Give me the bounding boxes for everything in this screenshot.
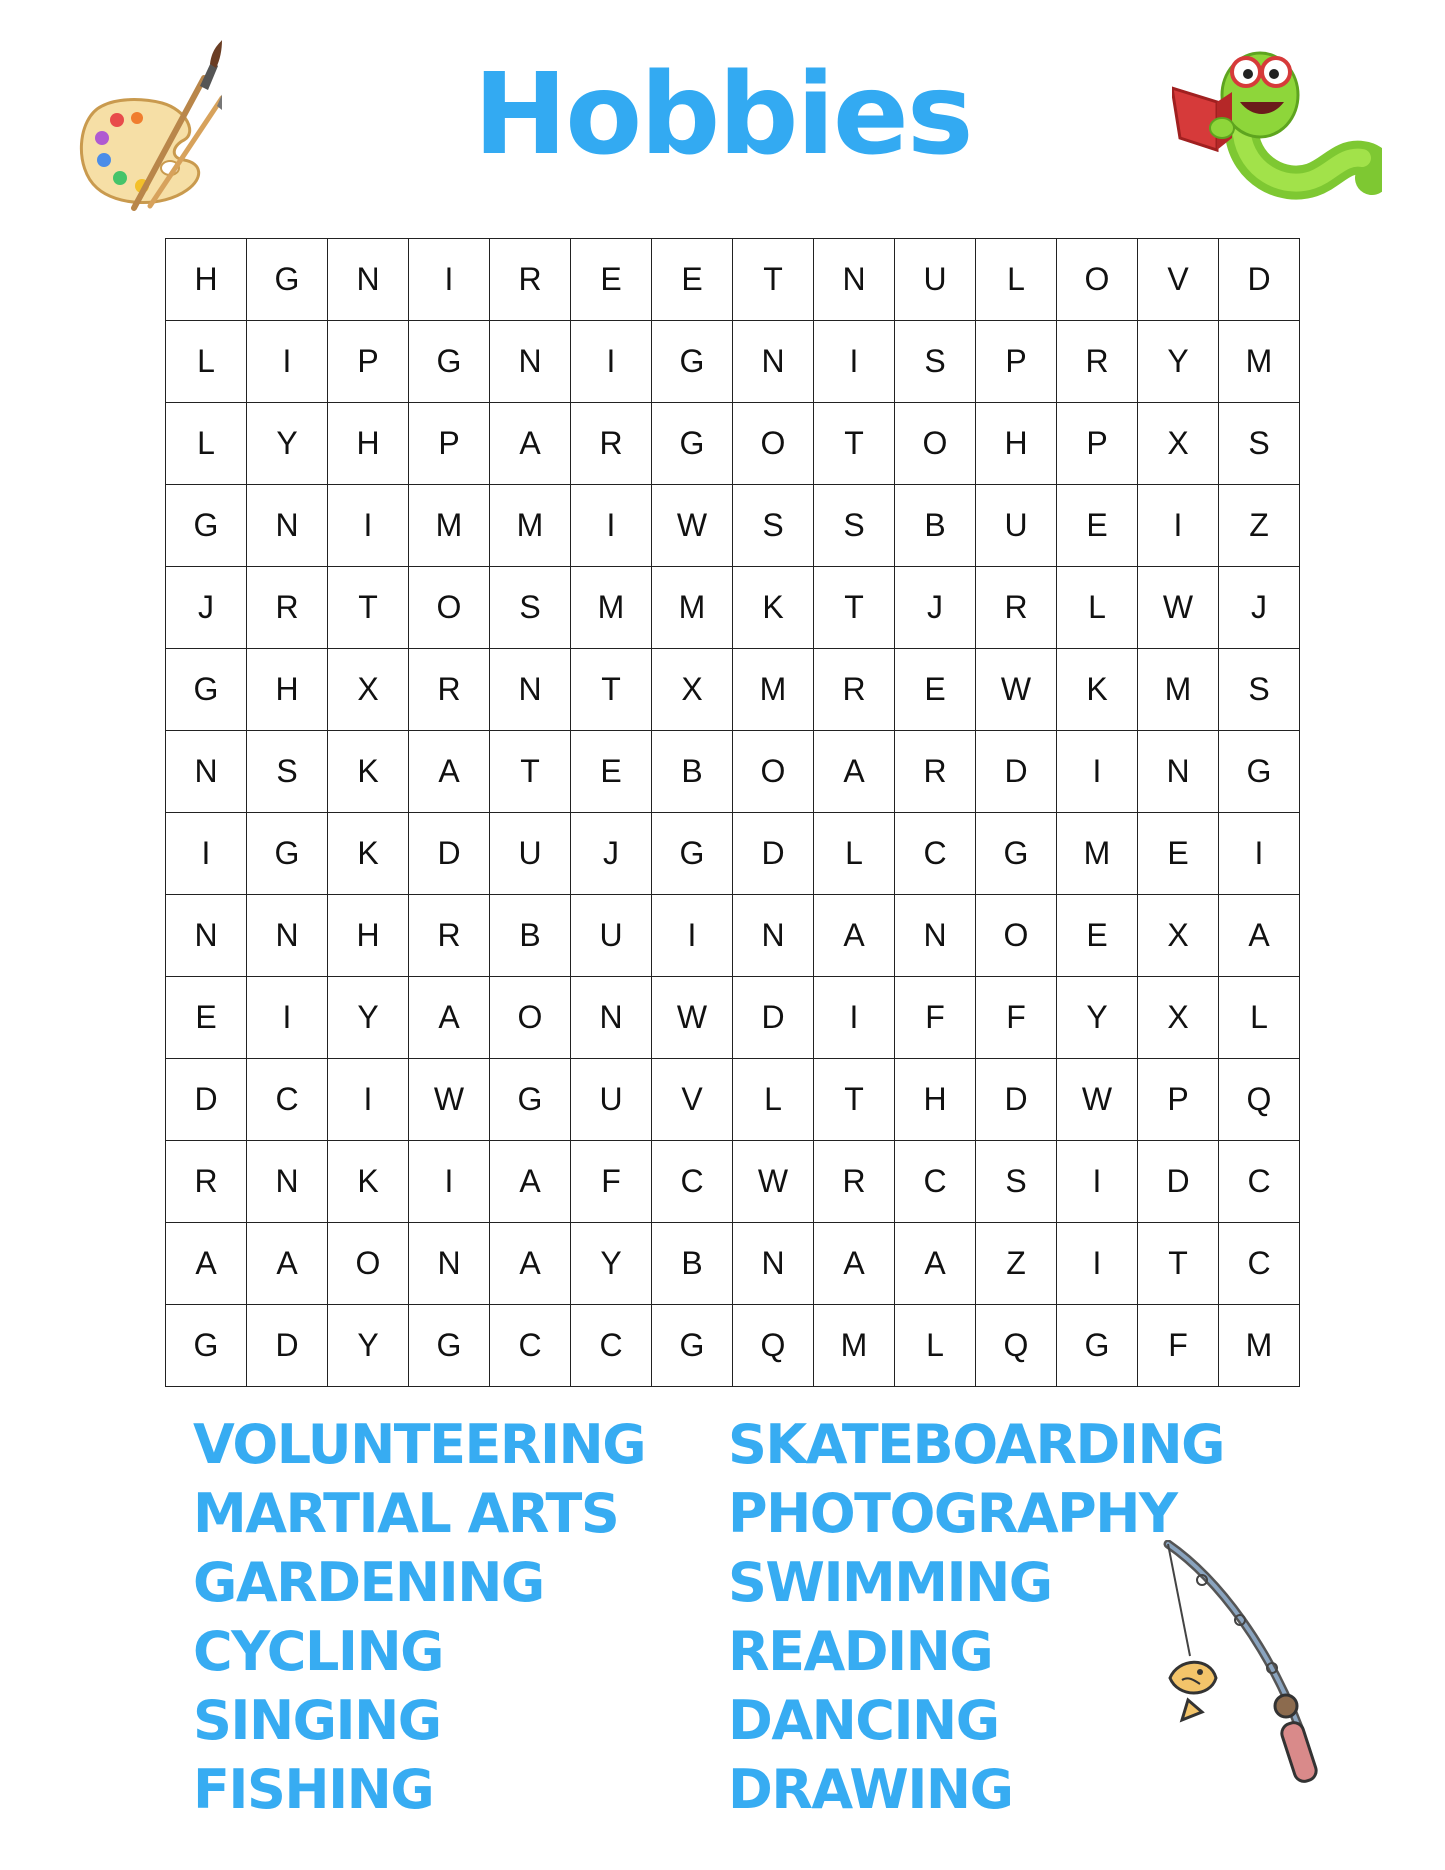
grid-cell: T xyxy=(814,403,895,485)
grid-cell: M xyxy=(814,1305,895,1387)
grid-cell: I xyxy=(1057,1223,1138,1305)
grid-cell: C xyxy=(1219,1141,1300,1223)
grid-cell: X xyxy=(1138,895,1219,977)
grid-cell: G xyxy=(490,1059,571,1141)
word-search-grid-container xyxy=(165,238,1300,1373)
grid-cell: P xyxy=(409,403,490,485)
grid-cell: R xyxy=(571,403,652,485)
grid-cell: M xyxy=(652,567,733,649)
grid-cell: R xyxy=(409,649,490,731)
grid-cell: W xyxy=(1057,1059,1138,1141)
grid-cell: R xyxy=(814,1141,895,1223)
grid-cell: E xyxy=(571,239,652,321)
grid-cell: M xyxy=(733,649,814,731)
word-list-item: SWIMMING xyxy=(728,1551,1052,1614)
grid-cell: K xyxy=(328,731,409,813)
grid-row xyxy=(166,977,1300,1059)
grid-cell: E xyxy=(166,977,247,1059)
grid-cell: Q xyxy=(1219,1059,1300,1141)
grid-cell: I xyxy=(814,977,895,1059)
grid-cell: N xyxy=(166,731,247,813)
grid-row xyxy=(166,1223,1300,1305)
grid-row xyxy=(166,1059,1300,1141)
grid-cell: L xyxy=(895,1305,976,1387)
grid-cell: I xyxy=(1138,485,1219,567)
grid-cell: I xyxy=(814,321,895,403)
grid-cell: I xyxy=(571,321,652,403)
grid-cell: E xyxy=(1138,813,1219,895)
grid-row xyxy=(166,321,1300,403)
grid-row xyxy=(166,239,1300,321)
grid-cell: O xyxy=(490,977,571,1059)
word-list-item: DANCING xyxy=(728,1689,999,1752)
grid-cell: D xyxy=(976,1059,1057,1141)
grid-cell: M xyxy=(409,485,490,567)
grid-cell: O xyxy=(1057,239,1138,321)
grid-cell: G xyxy=(652,813,733,895)
grid-cell: S xyxy=(247,731,328,813)
grid-cell: T xyxy=(814,567,895,649)
grid-row xyxy=(166,813,1300,895)
word-list-left xyxy=(193,1410,645,1824)
grid-cell: N xyxy=(895,895,976,977)
grid-cell: K xyxy=(328,1141,409,1223)
grid-cell: U xyxy=(976,485,1057,567)
grid-cell: A xyxy=(409,977,490,1059)
grid-cell: I xyxy=(247,321,328,403)
grid-cell: G xyxy=(166,1305,247,1387)
grid-cell: I xyxy=(328,1059,409,1141)
grid-cell: P xyxy=(1138,1059,1219,1141)
grid-cell: I xyxy=(247,977,328,1059)
grid-cell: N xyxy=(247,485,328,567)
grid-cell: C xyxy=(895,1141,976,1223)
grid-cell: W xyxy=(652,977,733,1059)
grid-cell: N xyxy=(247,1141,328,1223)
grid-cell: G xyxy=(247,813,328,895)
grid-cell: G xyxy=(409,1305,490,1387)
word-list-item: MARTIAL ARTS xyxy=(193,1482,619,1545)
grid-cell: G xyxy=(652,1305,733,1387)
grid-cell: F xyxy=(1138,1305,1219,1387)
grid-cell: H xyxy=(976,403,1057,485)
grid-cell: L xyxy=(976,239,1057,321)
grid-cell: M xyxy=(1219,321,1300,403)
grid-cell: W xyxy=(733,1141,814,1223)
grid-cell: I xyxy=(1219,813,1300,895)
grid-cell: T xyxy=(328,567,409,649)
grid-cell: R xyxy=(976,567,1057,649)
grid-cell: O xyxy=(895,403,976,485)
grid-cell: K xyxy=(328,813,409,895)
word-list-item: DRAWING xyxy=(728,1758,1013,1821)
grid-cell: C xyxy=(1219,1223,1300,1305)
grid-cell: R xyxy=(166,1141,247,1223)
grid-cell: C xyxy=(895,813,976,895)
grid-cell: A xyxy=(247,1223,328,1305)
grid-cell: A xyxy=(409,731,490,813)
grid-cell: G xyxy=(166,649,247,731)
grid-cell: A xyxy=(814,1223,895,1305)
grid-cell: I xyxy=(571,485,652,567)
grid-cell: R xyxy=(409,895,490,977)
grid-cell: G xyxy=(652,321,733,403)
grid-cell: R xyxy=(814,649,895,731)
grid-cell: A xyxy=(166,1223,247,1305)
grid-cell: S xyxy=(733,485,814,567)
grid-cell: P xyxy=(976,321,1057,403)
grid-cell: I xyxy=(652,895,733,977)
grid-cell: A xyxy=(490,1141,571,1223)
grid-cell: N xyxy=(328,239,409,321)
grid-cell: R xyxy=(490,239,571,321)
grid-cell: C xyxy=(247,1059,328,1141)
grid-cell: N xyxy=(571,977,652,1059)
word-search-grid xyxy=(165,238,1300,1387)
grid-row xyxy=(166,485,1300,567)
grid-cell: A xyxy=(814,731,895,813)
grid-cell: N xyxy=(490,321,571,403)
grid-cell: F xyxy=(571,1141,652,1223)
grid-cell: Y xyxy=(1057,977,1138,1059)
grid-cell: Q xyxy=(976,1305,1057,1387)
grid-cell: W xyxy=(1138,567,1219,649)
grid-cell: D xyxy=(733,977,814,1059)
grid-cell: S xyxy=(976,1141,1057,1223)
grid-cell: D xyxy=(247,1305,328,1387)
grid-cell: Y xyxy=(571,1223,652,1305)
grid-cell: R xyxy=(1057,321,1138,403)
grid-cell: V xyxy=(652,1059,733,1141)
grid-cell: S xyxy=(490,567,571,649)
word-list-right xyxy=(728,1410,1224,1824)
grid-cell: H xyxy=(895,1059,976,1141)
grid-cell: U xyxy=(571,1059,652,1141)
grid-cell: O xyxy=(976,895,1057,977)
grid-row xyxy=(166,403,1300,485)
grid-cell: I xyxy=(1057,1141,1138,1223)
grid-cell: A xyxy=(895,1223,976,1305)
grid-cell: D xyxy=(733,813,814,895)
grid-cell: D xyxy=(1219,239,1300,321)
grid-cell: H xyxy=(247,649,328,731)
grid-cell: M xyxy=(1138,649,1219,731)
word-list-item: PHOTOGRAPHY xyxy=(728,1482,1177,1545)
grid-cell: H xyxy=(328,895,409,977)
grid-cell: J xyxy=(166,567,247,649)
grid-cell: Y xyxy=(328,1305,409,1387)
word-list-item: READING xyxy=(728,1620,993,1683)
grid-cell: Z xyxy=(1219,485,1300,567)
grid-row xyxy=(166,731,1300,813)
word-list-item: SINGING xyxy=(193,1689,441,1752)
grid-cell: Z xyxy=(976,1223,1057,1305)
grid-cell: N xyxy=(409,1223,490,1305)
grid-cell: N xyxy=(814,239,895,321)
fishing-rod-icon xyxy=(1160,1540,1345,1790)
grid-cell: T xyxy=(1138,1223,1219,1305)
grid-cell: L xyxy=(814,813,895,895)
grid-row xyxy=(166,567,1300,649)
grid-cell: I xyxy=(1057,731,1138,813)
grid-cell: G xyxy=(247,239,328,321)
word-list-item: GARDENING xyxy=(193,1551,544,1614)
grid-cell: E xyxy=(1057,485,1138,567)
grid-cell: M xyxy=(1219,1305,1300,1387)
grid-cell: L xyxy=(166,321,247,403)
grid-cell: O xyxy=(733,731,814,813)
grid-cell: W xyxy=(976,649,1057,731)
grid-cell: F xyxy=(976,977,1057,1059)
grid-cell: K xyxy=(733,567,814,649)
grid-cell: E xyxy=(895,649,976,731)
grid-cell: U xyxy=(895,239,976,321)
grid-cell: N xyxy=(166,895,247,977)
grid-cell: C xyxy=(490,1305,571,1387)
grid-cell: I xyxy=(328,485,409,567)
grid-cell: S xyxy=(895,321,976,403)
grid-cell: N xyxy=(733,321,814,403)
grid-cell: A xyxy=(814,895,895,977)
grid-cell: M xyxy=(571,567,652,649)
grid-cell: I xyxy=(409,1141,490,1223)
grid-cell: K xyxy=(1057,649,1138,731)
grid-cell: B xyxy=(490,895,571,977)
grid-cell: O xyxy=(733,403,814,485)
grid-cell: I xyxy=(409,239,490,321)
grid-cell: D xyxy=(1138,1141,1219,1223)
grid-cell: Q xyxy=(733,1305,814,1387)
grid-row xyxy=(166,649,1300,731)
grid-cell: L xyxy=(166,403,247,485)
grid-cell: B xyxy=(652,731,733,813)
grid-cell: S xyxy=(1219,403,1300,485)
grid-cell: B xyxy=(652,1223,733,1305)
grid-cell: N xyxy=(733,895,814,977)
grid-cell: A xyxy=(490,1223,571,1305)
grid-cell: S xyxy=(814,485,895,567)
grid-cell: G xyxy=(166,485,247,567)
grid-cell: M xyxy=(490,485,571,567)
grid-cell: J xyxy=(1219,567,1300,649)
grid-cell: D xyxy=(976,731,1057,813)
grid-cell: H xyxy=(166,239,247,321)
grid-cell: C xyxy=(571,1305,652,1387)
grid-cell: J xyxy=(571,813,652,895)
paint-palette-icon xyxy=(72,38,222,213)
grid-cell: T xyxy=(814,1059,895,1141)
grid-cell: E xyxy=(1057,895,1138,977)
grid-cell: R xyxy=(247,567,328,649)
grid-cell: Y xyxy=(1138,321,1219,403)
grid-cell: P xyxy=(328,321,409,403)
grid-cell: W xyxy=(409,1059,490,1141)
grid-cell: X xyxy=(652,649,733,731)
grid-cell: L xyxy=(1219,977,1300,1059)
grid-row xyxy=(166,895,1300,977)
grid-cell: J xyxy=(895,567,976,649)
grid-cell: L xyxy=(733,1059,814,1141)
word-list-item: SKATEBOARDING xyxy=(728,1413,1224,1476)
grid-cell: A xyxy=(490,403,571,485)
grid-cell: N xyxy=(247,895,328,977)
grid-cell: B xyxy=(895,485,976,567)
grid-cell: N xyxy=(490,649,571,731)
grid-cell: T xyxy=(571,649,652,731)
grid-cell: V xyxy=(1138,239,1219,321)
grid-cell: S xyxy=(1219,649,1300,731)
word-list-item: FISHING xyxy=(193,1758,434,1821)
grid-cell: G xyxy=(1057,1305,1138,1387)
grid-cell: Y xyxy=(247,403,328,485)
grid-row xyxy=(166,1141,1300,1223)
grid-cell: Y xyxy=(328,977,409,1059)
grid-cell: M xyxy=(1057,813,1138,895)
grid-cell: C xyxy=(652,1141,733,1223)
grid-cell: X xyxy=(1138,403,1219,485)
grid-cell: I xyxy=(166,813,247,895)
grid-cell: P xyxy=(1057,403,1138,485)
grid-cell: H xyxy=(328,403,409,485)
grid-cell: T xyxy=(490,731,571,813)
grid-cell: G xyxy=(1219,731,1300,813)
grid-cell: G xyxy=(976,813,1057,895)
grid-cell: D xyxy=(409,813,490,895)
grid-row xyxy=(166,1305,1300,1387)
grid-cell: X xyxy=(1138,977,1219,1059)
grid-cell: E xyxy=(652,239,733,321)
grid-cell: G xyxy=(652,403,733,485)
word-list-item: CYCLING xyxy=(193,1620,443,1683)
grid-cell: N xyxy=(1138,731,1219,813)
grid-cell: T xyxy=(733,239,814,321)
grid-cell: F xyxy=(895,977,976,1059)
grid-cell: X xyxy=(328,649,409,731)
grid-cell: U xyxy=(571,895,652,977)
grid-cell: R xyxy=(895,731,976,813)
grid-cell: G xyxy=(409,321,490,403)
grid-cell: E xyxy=(571,731,652,813)
grid-cell: N xyxy=(733,1223,814,1305)
bookworm-icon xyxy=(1172,40,1382,200)
grid-cell: D xyxy=(166,1059,247,1141)
grid-cell: L xyxy=(1057,567,1138,649)
grid-cell: O xyxy=(328,1223,409,1305)
grid-cell: W xyxy=(652,485,733,567)
grid-cell: A xyxy=(1219,895,1300,977)
word-list-item: VOLUNTEERING xyxy=(193,1413,646,1476)
grid-cell: O xyxy=(409,567,490,649)
page-title: Hobbies xyxy=(473,50,972,180)
grid-cell: U xyxy=(490,813,571,895)
